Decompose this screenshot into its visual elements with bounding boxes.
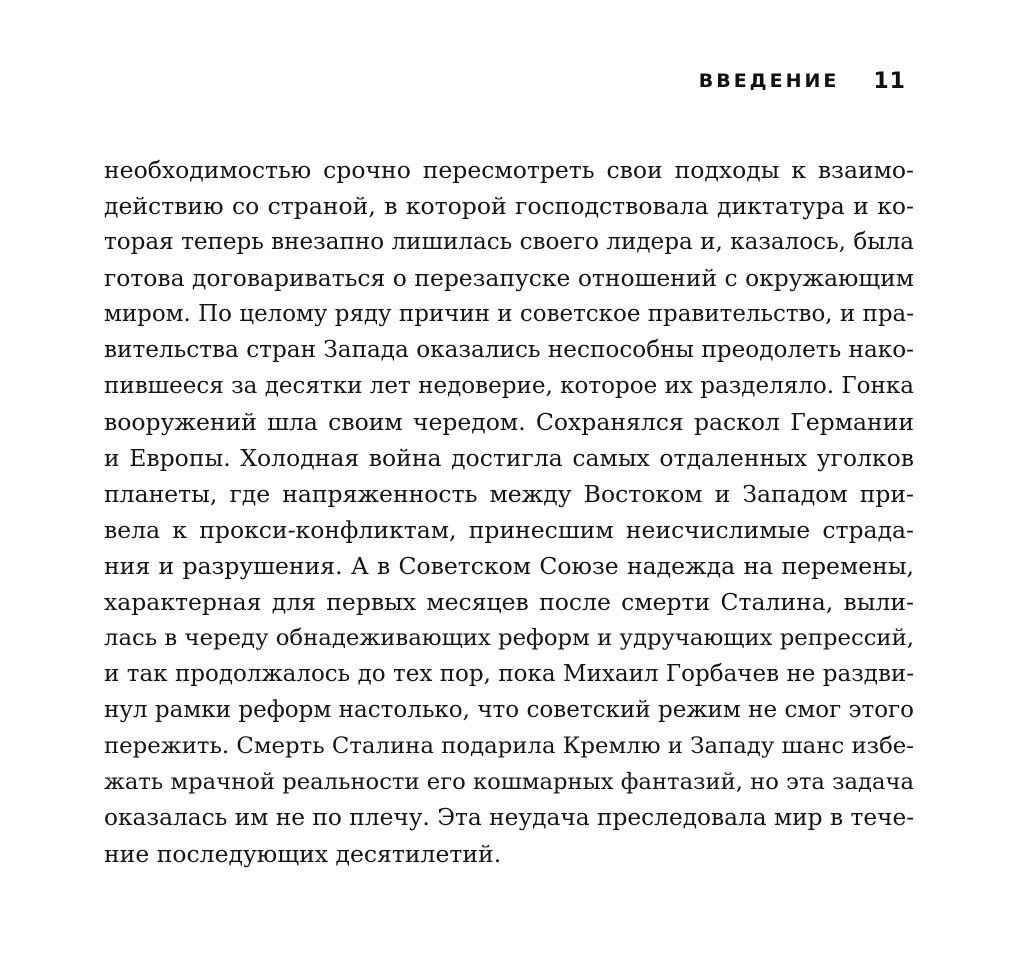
text-line: характерная для первых месяцев после смерти Сталина, выли- [104,588,914,616]
text-line: готова договариваться о перезапуске отношений с окружающим [104,264,914,292]
text-line: ния и разрушения. А в Советском Союзе надежда на перемены, [104,552,914,580]
text-line: и Европы. Холодная война достигла самых отдаленных уголков [104,444,914,472]
text-line: миром. По целому ряду причин и советское правительство, и пра- [104,301,914,327]
text-line-last: ние последующих десятилетий. [104,840,502,868]
text-line: вела к прокси-конфликтам, принесшим неисчислимые страда- [104,516,914,544]
text-line: вооружений шла своим чередом. Сохранялся раскол Германии [104,408,914,436]
text-line: оказалась им не по плечу. Эта неудача преследовала мир в тече- [104,804,915,831]
text-line: и так продолжалось до тех пор, пока Михаил Горбачев не раздви- [104,661,914,687]
text-line: нул рамки реформ настолько, что советский режим не смог этого [104,697,914,723]
text-line: действию со страной, в которой господствовала диктатура и ко- [104,192,914,220]
text-line: вительства стран Запада оказались неспособны преодолеть нако- [104,337,914,363]
text-line: жать мрачной реальности его кошмарных фантазий, но эта задача [104,769,914,795]
running-header [699,64,906,98]
text-line: лась в череду обнадеживающих реформ и удручающих репрессий, [104,625,914,651]
page-number: 11 [873,68,906,94]
text-line: необходимостью срочно пересмотреть свои подходы к взаимо- [104,156,914,184]
text-line: планеты, где напряженность между Востоком и Западом при- [104,480,914,508]
text-line: торая теперь внезапно лишилась своего лидера и, казалось, была [104,229,914,255]
section-title: ВВЕДЕНИЕ [698,70,840,92]
text-line: пережить. Смерть Сталина подарила Кремлю и Западу шанс избе- [104,733,914,759]
text-line: пившееся за десятки лет недоверие, которое их разделяло. Гонка [104,373,914,399]
body-paragraph [104,152,914,872]
